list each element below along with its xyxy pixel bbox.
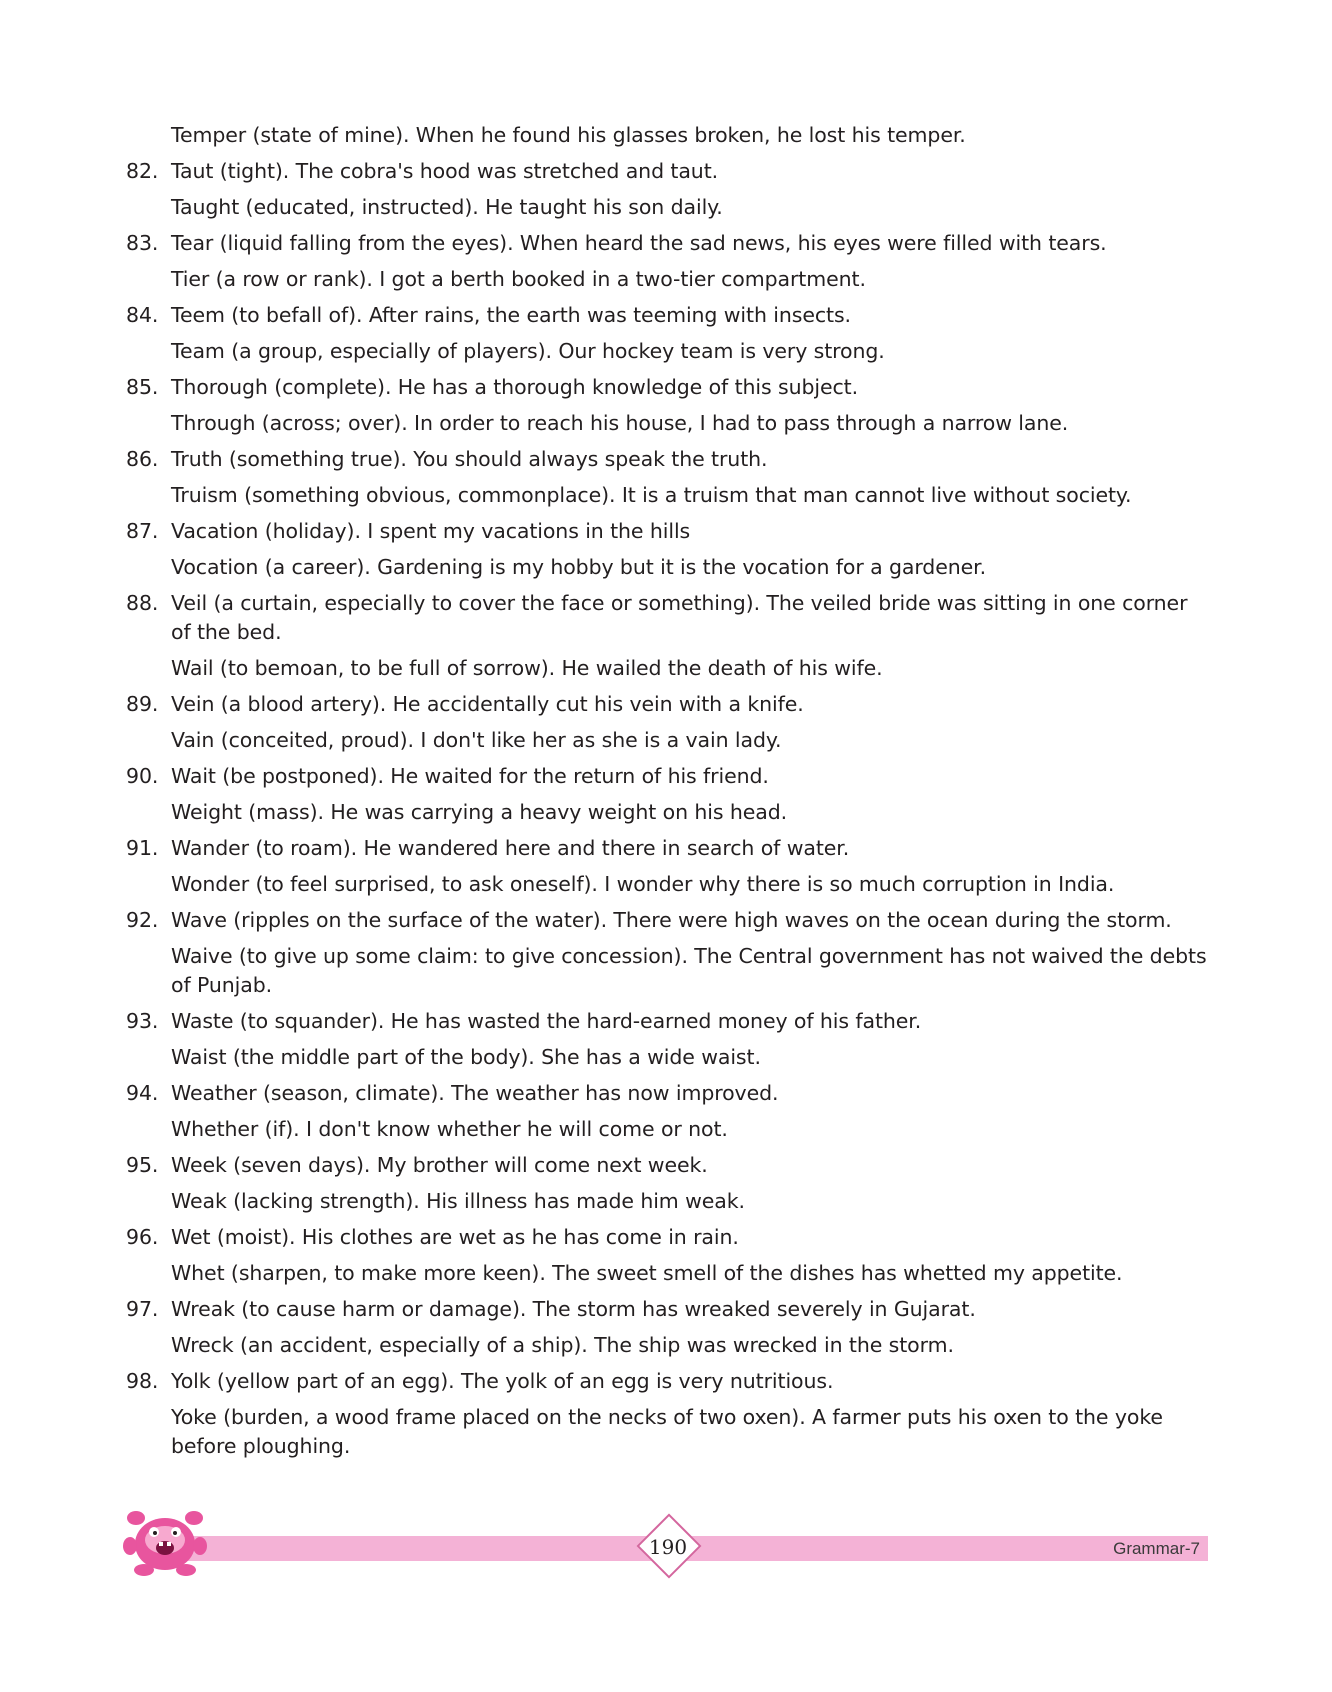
entry-text: Tear (liquid falling from the eyes). When heard the sad news, his eyes were filled with tears. xyxy=(171,231,1107,255)
entry-row xyxy=(0,481,1332,510)
entry-text: Taught (educated, instructed). He taught his son daily. xyxy=(171,195,723,219)
entry-number: 86. xyxy=(126,447,159,471)
entry-number: 90. xyxy=(126,764,159,788)
entry-row xyxy=(0,1331,1332,1360)
entry-text: Wreak (to cause harm or damage). The storm has wreaked severely in Gujarat. xyxy=(171,1297,976,1321)
entry-row xyxy=(0,1367,1332,1396)
entry-row xyxy=(0,834,1332,863)
entry-text: Wander (to roam). He wandered here and there in search of water. xyxy=(171,836,850,860)
entry-number: 87. xyxy=(126,519,159,543)
entry-text: Truism (something obvious, commonplace). It is a truism that man cannot live without society. xyxy=(171,483,1132,507)
entry-text: Team (a group, especially of players). Our hockey team is very strong. xyxy=(171,339,885,363)
entry-text: Wail (to bemoan, to be full of sorrow). He wailed the death of his wife. xyxy=(171,656,883,680)
entry-number: 94. xyxy=(126,1081,159,1105)
entry-row xyxy=(0,301,1332,330)
entry-text: Vein (a blood artery). He accidentally cut his vein with a knife. xyxy=(171,692,804,716)
entry-list xyxy=(0,121,1332,1468)
entry-text: Vocation (a career). Gardening is my hobby but it is the vocation for a gardener. xyxy=(171,555,987,579)
entry-row xyxy=(0,654,1332,683)
entry-row xyxy=(0,553,1332,582)
entry-row xyxy=(0,1187,1332,1216)
entry-text: Wave (ripples on the surface of the water). There were high waves on the ocean during the storm. xyxy=(171,908,1172,932)
entry-row xyxy=(0,798,1332,827)
entry-text: Wonder (to feel surprised, to ask oneself). I wonder why there is so much corruption in India. xyxy=(171,872,1115,896)
entry-row xyxy=(0,157,1332,186)
page-number: 190 xyxy=(648,1535,688,1559)
entry-row xyxy=(0,1151,1332,1180)
entry-row xyxy=(0,373,1332,402)
entry-row xyxy=(0,517,1332,546)
entry-text: Wreck (an accident, especially of a ship). The ship was wrecked in the storm. xyxy=(171,1333,954,1357)
entry-text: Teem (to befall of). After rains, the earth was teeming with insects. xyxy=(171,303,851,327)
entry-number: 91. xyxy=(126,836,159,860)
entry-text: Thorough (complete). He has a thorough knowledge of this subject. xyxy=(171,375,859,399)
entry-text: Waist (the middle part of the body). She has a wide waist. xyxy=(171,1045,761,1069)
entry-text: Yolk (yellow part of an egg). The yolk of an egg is very nutritious. xyxy=(171,1369,834,1393)
entry-row xyxy=(0,1043,1332,1072)
monster-mascot-icon xyxy=(120,1500,210,1580)
entry-text: Tier (a row or rank). I got a berth booked in a two-tier compartment. xyxy=(171,267,866,291)
entry-text: Vain (conceited, proud). I don't like her as she is a vain lady. xyxy=(171,728,782,752)
entry-text: Waste (to squander). He has wasted the hard-earned money of his father. xyxy=(171,1009,922,1033)
entry-text: Yoke (burden, a wood frame placed on the necks of two oxen). A farmer puts his oxen to the yoke before ploughing. xyxy=(171,1405,1163,1458)
entry-text: Weak (lacking strength). His illness has made him weak. xyxy=(171,1189,745,1213)
entry-row xyxy=(0,870,1332,899)
entry-text: Weight (mass). He was carrying a heavy weight on his head. xyxy=(171,800,788,824)
entry-text: Through (across; over). In order to reach his house, I had to pass through a narrow lane. xyxy=(171,411,1069,435)
entry-text: Whether (if). I don't know whether he will come or not. xyxy=(171,1117,728,1141)
entry-number: 88. xyxy=(126,591,159,615)
entry-row xyxy=(0,229,1332,258)
entry-row xyxy=(0,445,1332,474)
entry-text: Taut (tight). The cobra's hood was stretched and taut. xyxy=(171,159,719,183)
entry-row xyxy=(0,193,1332,222)
entry-row xyxy=(0,942,1332,1000)
entry-number: 92. xyxy=(126,908,159,932)
entry-number: 96. xyxy=(126,1225,159,1249)
entry-row xyxy=(0,906,1332,935)
entry-row xyxy=(0,337,1332,366)
entry-text: Whet (sharpen, to make more keen). The sweet smell of the dishes has whetted my appetite. xyxy=(171,1261,1123,1285)
entry-text: Waive (to give up some claim: to give concession). The Central government has not waived the debts of Punjab. xyxy=(171,944,1207,997)
entry-number: 84. xyxy=(126,303,159,327)
entry-row xyxy=(0,1007,1332,1036)
entry-text: Truth (something true). You should always speak the truth. xyxy=(171,447,768,471)
entry-text: Veil (a curtain, especially to cover the face or something). The veiled bride was sitting in one corner of the bed. xyxy=(171,591,1188,644)
entry-row xyxy=(0,121,1332,150)
entry-row xyxy=(0,409,1332,438)
entry-text: Temper (state of mine). When he found his glasses broken, he lost his temper. xyxy=(171,123,966,147)
entry-number: 83. xyxy=(126,231,159,255)
entry-number: 98. xyxy=(126,1369,159,1393)
entry-row xyxy=(0,1259,1332,1288)
entry-number: 95. xyxy=(126,1153,159,1177)
entry-row xyxy=(0,1079,1332,1108)
entry-row xyxy=(0,1223,1332,1252)
entry-number: 97. xyxy=(126,1297,159,1321)
entry-number: 85. xyxy=(126,375,159,399)
entry-row xyxy=(0,762,1332,791)
entry-number: 93. xyxy=(126,1009,159,1033)
entry-text: Weather (season, climate). The weather has now improved. xyxy=(171,1081,779,1105)
entry-row xyxy=(0,1115,1332,1144)
entry-row xyxy=(0,589,1332,647)
entry-row xyxy=(0,726,1332,755)
entry-row xyxy=(0,265,1332,294)
entry-text: Week (seven days). My brother will come next week. xyxy=(171,1153,708,1177)
entry-row xyxy=(0,1295,1332,1324)
entry-row xyxy=(0,1403,1332,1461)
entry-row xyxy=(0,690,1332,719)
entry-number: 89. xyxy=(126,692,159,716)
entry-text: Vacation (holiday). I spent my vacations in the hills xyxy=(171,519,691,543)
book-title: Grammar-7 xyxy=(1113,1539,1200,1558)
entry-text: Wait (be postponed). He waited for the return of his friend. xyxy=(171,764,769,788)
entry-text: Wet (moist). His clothes are wet as he has come in rain. xyxy=(171,1225,739,1249)
entry-number: 82. xyxy=(126,159,159,183)
